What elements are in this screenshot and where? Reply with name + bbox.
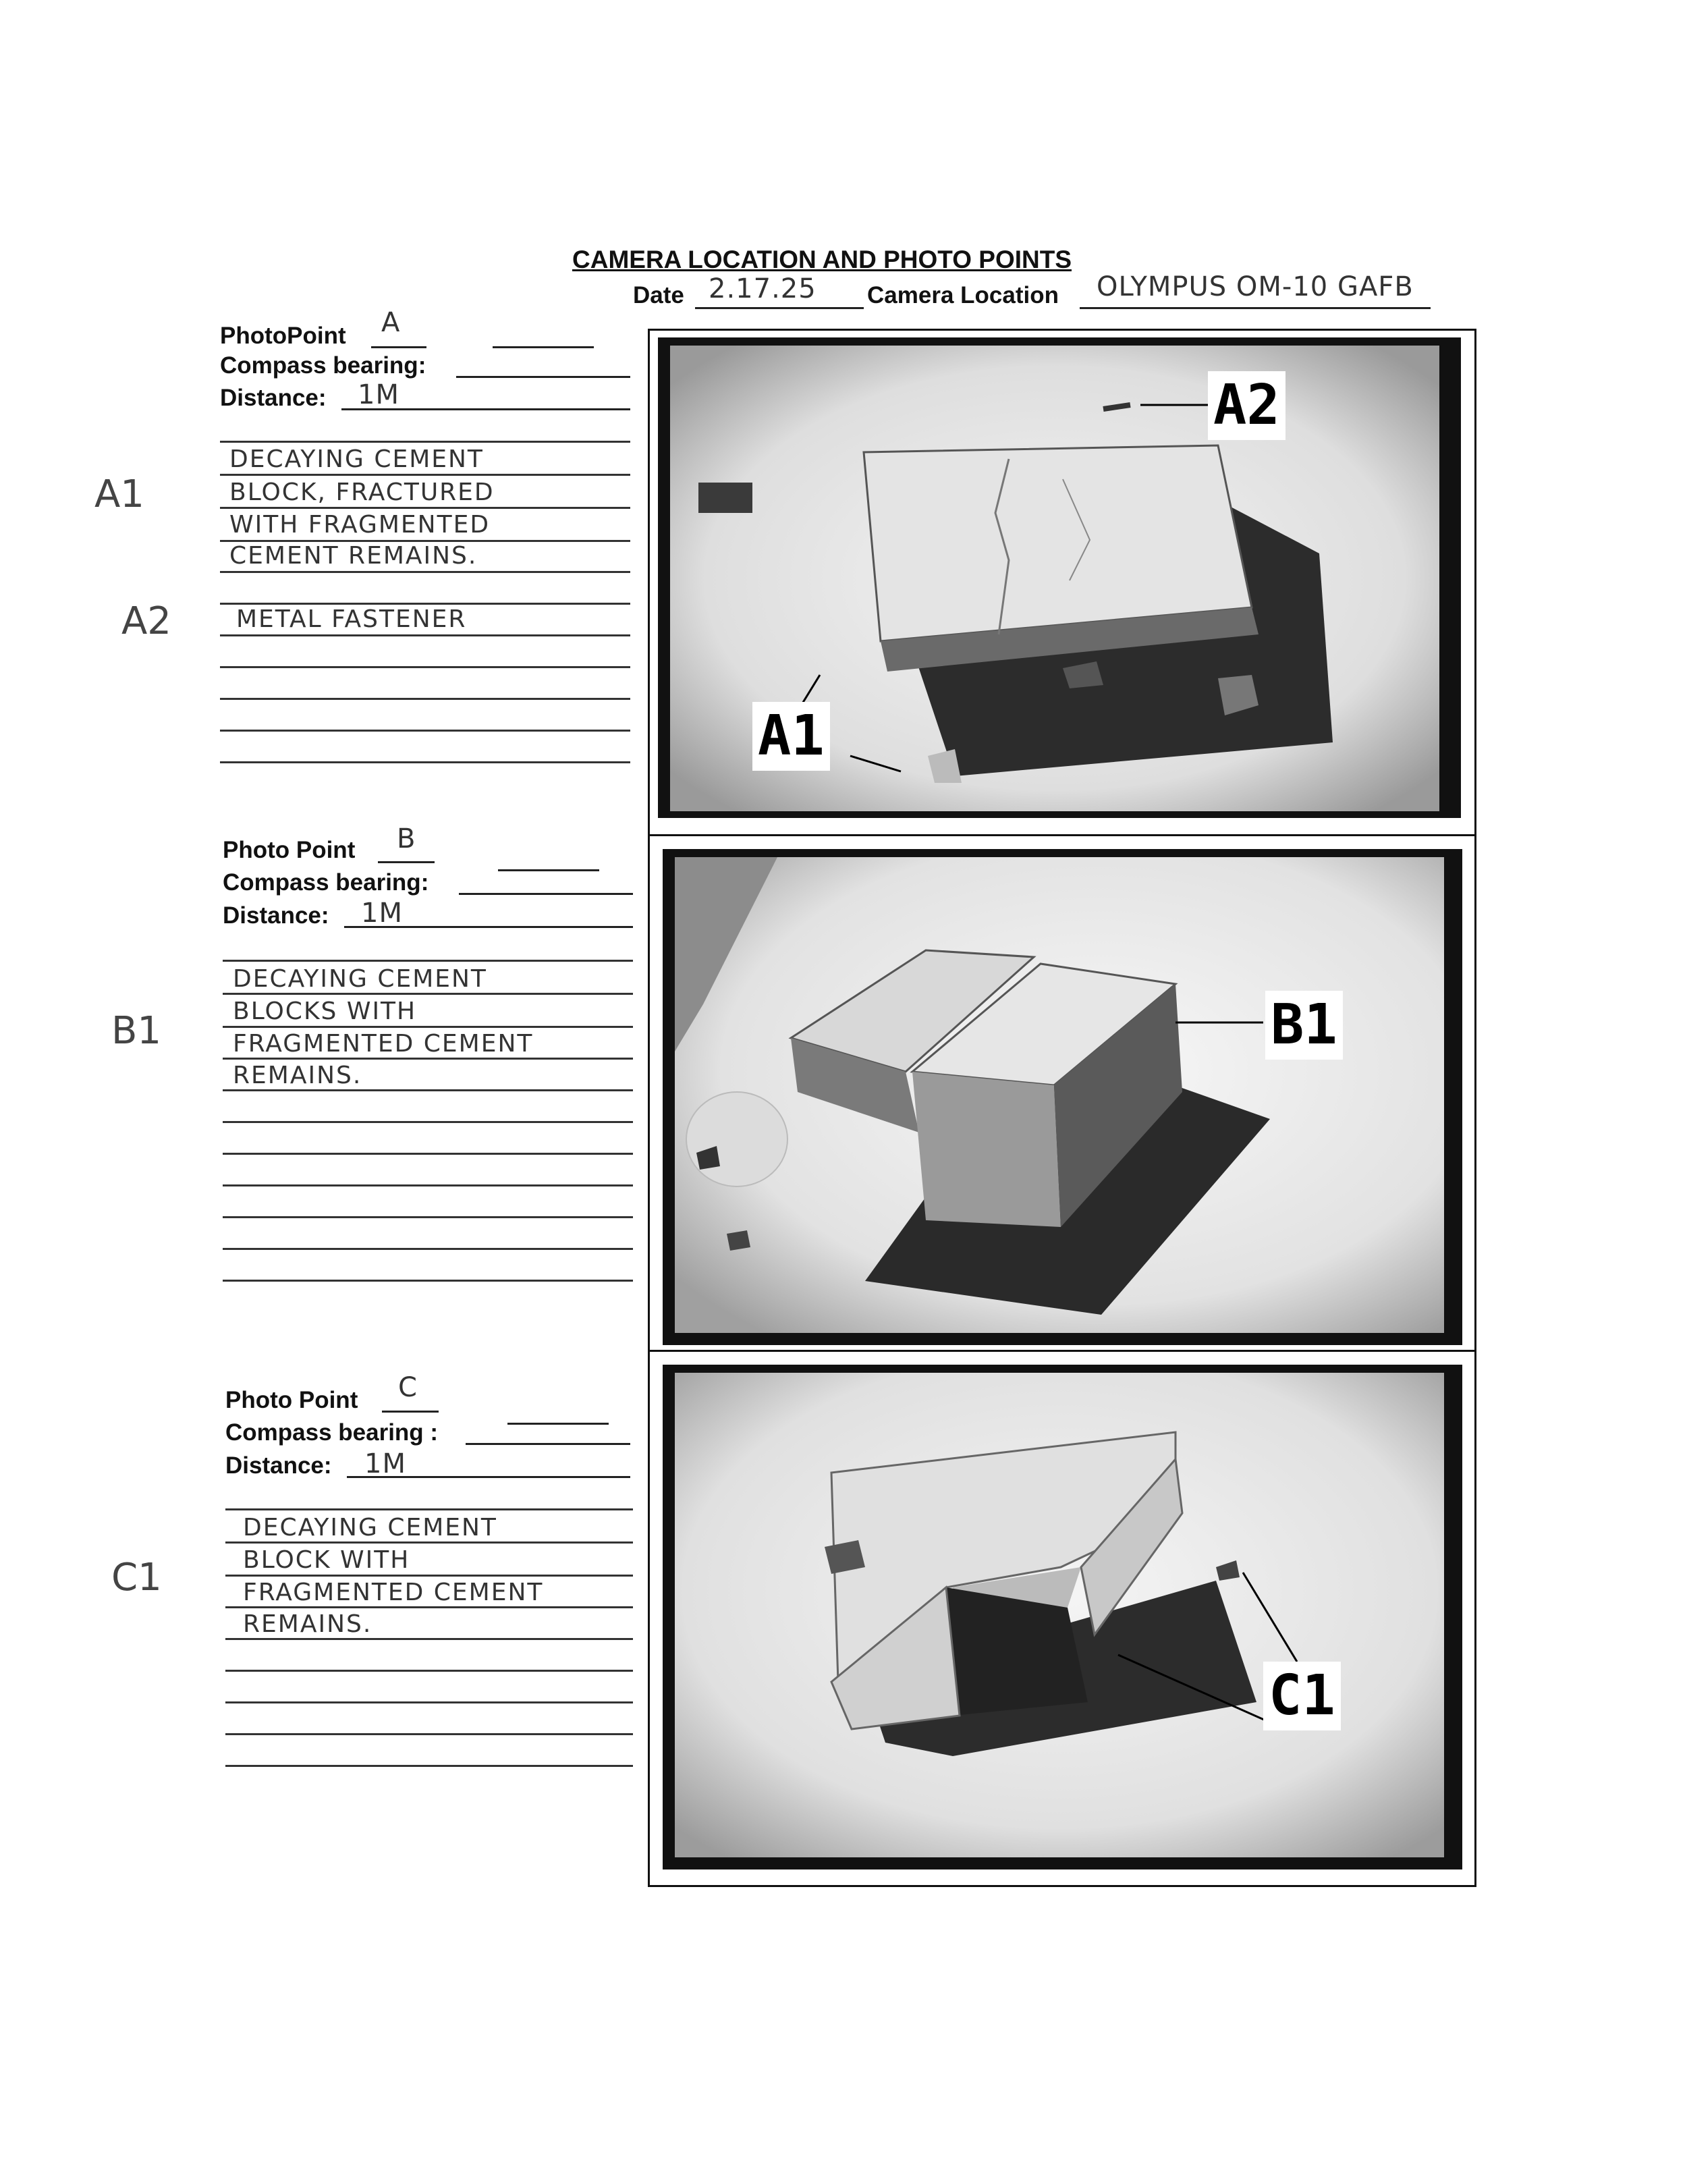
photo-point-c-label: Photo Point: [225, 1387, 358, 1413]
note-a1-line: BLOCK, FRACTURED: [229, 479, 495, 506]
photo-b: [663, 849, 1462, 1345]
photo-point-a-value: A: [381, 307, 401, 338]
camera-location-underline: [1080, 307, 1431, 309]
note-a1-id: A1: [94, 472, 144, 516]
compass-bearing-c-line: [466, 1443, 630, 1445]
compass-bearing-a-line: [456, 376, 630, 378]
photo-point-c-value: C: [398, 1372, 418, 1403]
date-underline: [695, 307, 864, 309]
distance-a-value: 1M: [358, 379, 399, 410]
compass-bearing-b-line: [459, 893, 633, 895]
note-a1-line: CEMENT REMAINS.: [229, 542, 478, 570]
note-a1-line: WITH FRAGMENTED: [229, 511, 491, 539]
compass-bearing-b-label: Compass bearing:: [223, 869, 429, 896]
form-title: CAMERA LOCATION AND PHOTO POINTS: [572, 246, 1072, 273]
photo-point-a-label: PhotoPoint: [220, 323, 346, 349]
note-a2-line: METAL FASTENER: [236, 605, 467, 633]
photo-point-b-value: B: [397, 823, 416, 854]
photo-tag-a1: A1: [752, 702, 830, 771]
note-b1-id: B1: [111, 1009, 162, 1053]
photo-tag-a2: A2: [1208, 371, 1285, 440]
distance-b-value: 1M: [361, 898, 403, 929]
distance-c-label: Distance:: [225, 1452, 332, 1479]
photo-point-c-underline: [382, 1411, 439, 1413]
date-label: Date: [633, 282, 684, 308]
camera-location-label: Camera Location: [867, 282, 1059, 308]
compass-bearing-c-label: Compass bearing :: [225, 1419, 439, 1446]
note-c1-line: BLOCK WITH: [243, 1546, 410, 1574]
note-b1-line: REMAINS.: [233, 1062, 362, 1089]
photo-point-a-underline: [371, 346, 426, 348]
note-b1-line: DECAYING CEMENT: [233, 965, 487, 993]
photo-point-b-label: Photo Point: [223, 837, 356, 863]
compass-bearing-a-label: Compass bearing:: [220, 352, 426, 379]
photo-point-a-extra-line: [493, 346, 594, 348]
date-value: 2.17.25: [709, 273, 817, 304]
note-c1-line: FRAGMENTED CEMENT: [243, 1579, 544, 1606]
distance-a-label: Distance:: [220, 385, 327, 411]
photo-c: [663, 1365, 1462, 1869]
photo-tag-c1: C1: [1263, 1662, 1341, 1730]
note-a2-id: A2: [121, 599, 171, 643]
camera-location-value: OLYMPUS OM-10 GAFB: [1097, 271, 1414, 302]
note-b1-line: FRAGMENTED CEMENT: [233, 1030, 534, 1058]
photo-tag-b1: B1: [1265, 991, 1343, 1060]
note-c1-id: C1: [111, 1556, 162, 1600]
distance-b-label: Distance:: [223, 902, 329, 929]
photo-point-c-extra-line: [507, 1423, 609, 1425]
photo-point-b-extra-line: [498, 869, 599, 871]
photo-a: [658, 337, 1461, 818]
photo-point-b-underline: [378, 861, 435, 863]
distance-c-value: 1M: [364, 1448, 406, 1479]
note-b1-line: BLOCKS WITH: [233, 998, 417, 1025]
note-c1-line: REMAINS.: [243, 1610, 372, 1638]
note-c1-line: DECAYING CEMENT: [243, 1514, 497, 1541]
note-a1-line: DECAYING CEMENT: [229, 445, 484, 473]
